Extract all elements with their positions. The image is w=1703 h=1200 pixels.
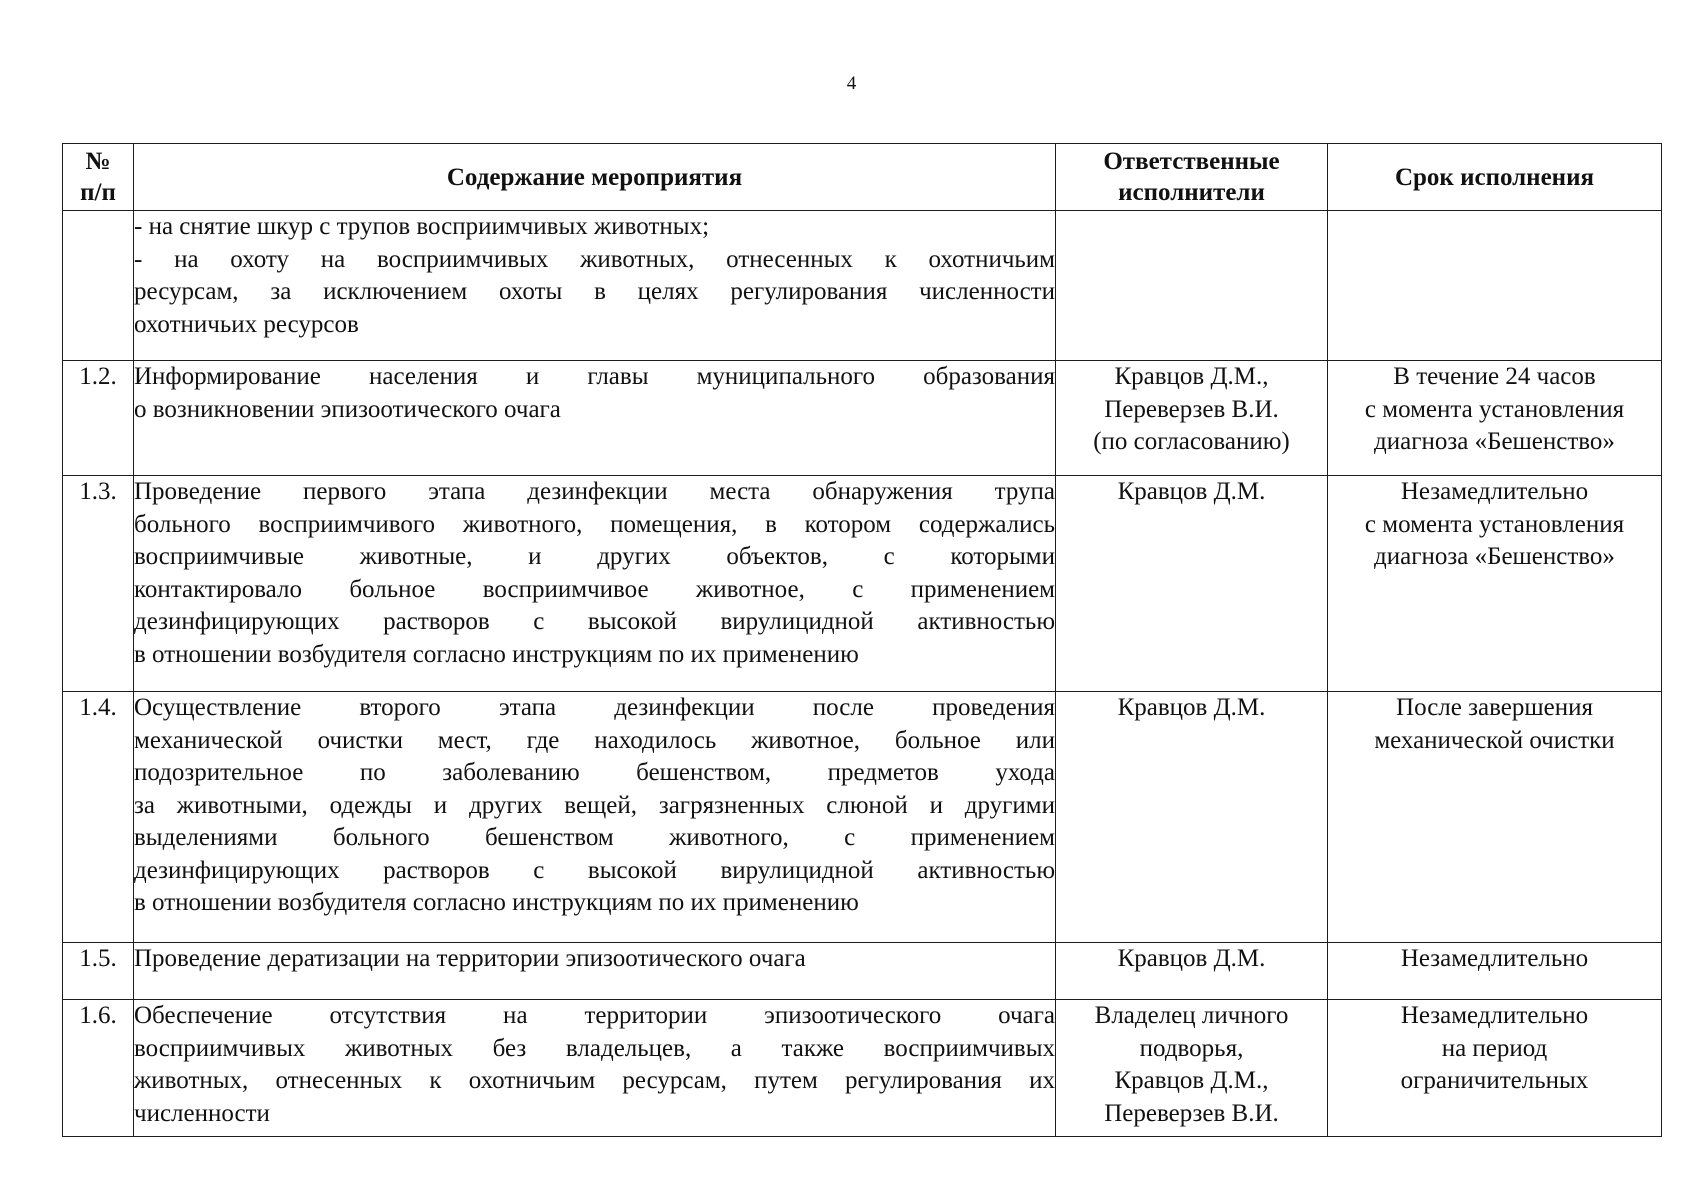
- responsible-line: (по согласованию): [1093, 428, 1290, 455]
- row-responsible: [1056, 476, 1328, 692]
- deadline-line: ограничительных: [1400, 1067, 1589, 1094]
- content-line: дезинфицирующих растворов с высокой вирулицидной активностью: [134, 856, 1055, 884]
- responsible-line: Переверзев В.И.: [1104, 1099, 1279, 1127]
- row-deadline: [1328, 943, 1662, 1000]
- content-line: контактировало больное восприимчивое животное, с применением: [134, 575, 1055, 603]
- row-content: [134, 943, 1056, 1000]
- header-responsible-line1: Ответственные: [1103, 148, 1280, 175]
- page-number: 4: [846, 73, 857, 94]
- deadline-line: После завершения: [1396, 694, 1593, 721]
- row-number: 1.6.: [63, 1000, 134, 1137]
- header-deadline: Срок исполнения: [1328, 144, 1662, 211]
- content-line: больного восприимчивого животного, помещения, в котором содержались: [134, 510, 1055, 538]
- table-row: [63, 692, 1662, 943]
- table-row: [63, 1000, 1662, 1137]
- content-line: - на снятие шкур с трупов восприимчивых животных;: [134, 213, 710, 240]
- table-header: [63, 144, 1662, 211]
- table-body: [63, 211, 1662, 1137]
- row-number: 1.2.: [63, 361, 134, 476]
- responsible-line: Переверзев В.И.: [1104, 395, 1279, 423]
- header-number: [63, 144, 134, 211]
- table-row: [63, 361, 1662, 476]
- row-deadline: [1328, 476, 1662, 692]
- row-number: 1.3.: [63, 476, 134, 692]
- content-line: в отношении возбудителя согласно инструкциям по их применению: [134, 889, 859, 916]
- row-content: [134, 211, 1056, 361]
- table-row: [63, 943, 1662, 1000]
- row-content: [134, 361, 1056, 476]
- deadline-line: диагноза «Бешенство»: [1374, 428, 1615, 455]
- content-line: Обеспечение отсутствия на территории эпизоотического очага: [134, 1002, 1055, 1029]
- deadline-line: Незамедлительно: [1400, 478, 1589, 505]
- row-responsible: [1056, 211, 1328, 361]
- content-line: подозрительное по заболеванию бешенством, предметов ухода: [134, 759, 1055, 786]
- row-number: [63, 211, 134, 361]
- row-number: 1.4.: [63, 692, 134, 943]
- content-line: Проведение дератизации на территории эпизоотического очага: [134, 945, 806, 972]
- row-deadline: [1328, 692, 1662, 943]
- header-number-symbol: №: [85, 148, 111, 175]
- deadline-line: Незамедлительно: [1400, 945, 1589, 972]
- row-number: 1.5.: [63, 943, 134, 1000]
- table-row: [63, 476, 1662, 692]
- content-line: охотничьих ресурсов: [134, 310, 359, 338]
- responsible-line: Владелец личного: [1094, 1002, 1289, 1029]
- row-responsible: [1056, 943, 1328, 1000]
- responsible-line: Кравцов Д.М.: [1117, 478, 1266, 505]
- content-line: Проведение первого этапа дезинфекции места обнаружения трупа: [134, 478, 1055, 505]
- row-deadline: [1328, 361, 1662, 476]
- content-line: дезинфицирующих растворов с высокой вирулицидной активностью: [134, 608, 1055, 635]
- content-line: о возникновении эпизоотического очага: [134, 395, 561, 423]
- responsible-line: Кравцов Д.М.: [1117, 694, 1266, 721]
- row-responsible: [1056, 692, 1328, 943]
- deadline-line: механической очистки: [1374, 726, 1615, 754]
- deadline-line: с момента установления: [1364, 395, 1625, 423]
- row-content: [134, 476, 1056, 692]
- content-line: численности: [134, 1099, 270, 1127]
- content-line: выделениями больного бешенством животного, с применением: [134, 824, 1055, 851]
- header-number-abbrev: п/п: [80, 179, 116, 206]
- deadline-line: Незамедлительно: [1400, 1002, 1589, 1029]
- row-responsible: [1056, 1000, 1328, 1137]
- content-line: Осуществление второго этапа дезинфекции после проведения: [134, 694, 1055, 721]
- header-responsible: [1056, 144, 1328, 211]
- responsible-line: подворья,: [1139, 1034, 1244, 1062]
- content-line: ресурсам, за исключением охоты в целях регулирования численности: [134, 278, 1055, 305]
- deadline-line: В течение 24 часов: [1393, 363, 1596, 390]
- measures-table: [62, 143, 1662, 1137]
- table-row: [63, 211, 1662, 361]
- row-responsible: [1056, 361, 1328, 476]
- content-line: восприимчивые животные, и других объектов, с которыми: [134, 543, 1055, 570]
- responsible-line: Кравцов Д.М.,: [1114, 1067, 1269, 1094]
- content-line: восприимчивых животных без владельцев, а также восприимчивых: [134, 1034, 1055, 1062]
- content-line: - на охоту на восприимчивых животных, отнесенных к охотничьим: [134, 245, 1055, 273]
- header-responsible-line2: исполнители: [1118, 179, 1265, 206]
- content-line: за животными, одежды и других вещей, загрязненных слюной и другими: [134, 791, 1055, 819]
- header-content: Содержание мероприятия: [134, 144, 1056, 211]
- responsible-line: Кравцов Д.М.,: [1114, 363, 1269, 390]
- row-deadline: [1328, 211, 1662, 361]
- deadline-line: на период: [1441, 1034, 1548, 1062]
- deadline-line: с момента установления: [1364, 510, 1625, 538]
- header-row: [63, 144, 1662, 211]
- row-content: [134, 692, 1056, 943]
- row-content: [134, 1000, 1056, 1137]
- row-deadline: [1328, 1000, 1662, 1137]
- content-line: в отношении возбудителя согласно инструкциям по их применению: [134, 640, 859, 668]
- content-line: механической очистки мест, где находилось животное, больное или: [134, 726, 1055, 754]
- deadline-line: диагноза «Бешенство»: [1374, 543, 1615, 570]
- responsible-line: Кравцов Д.М.: [1117, 945, 1266, 972]
- content-line: Информирование населения и главы муниципального образования: [134, 363, 1055, 390]
- content-line: животных, отнесенных к охотничьим ресурсам, путем регулирования их: [134, 1067, 1055, 1094]
